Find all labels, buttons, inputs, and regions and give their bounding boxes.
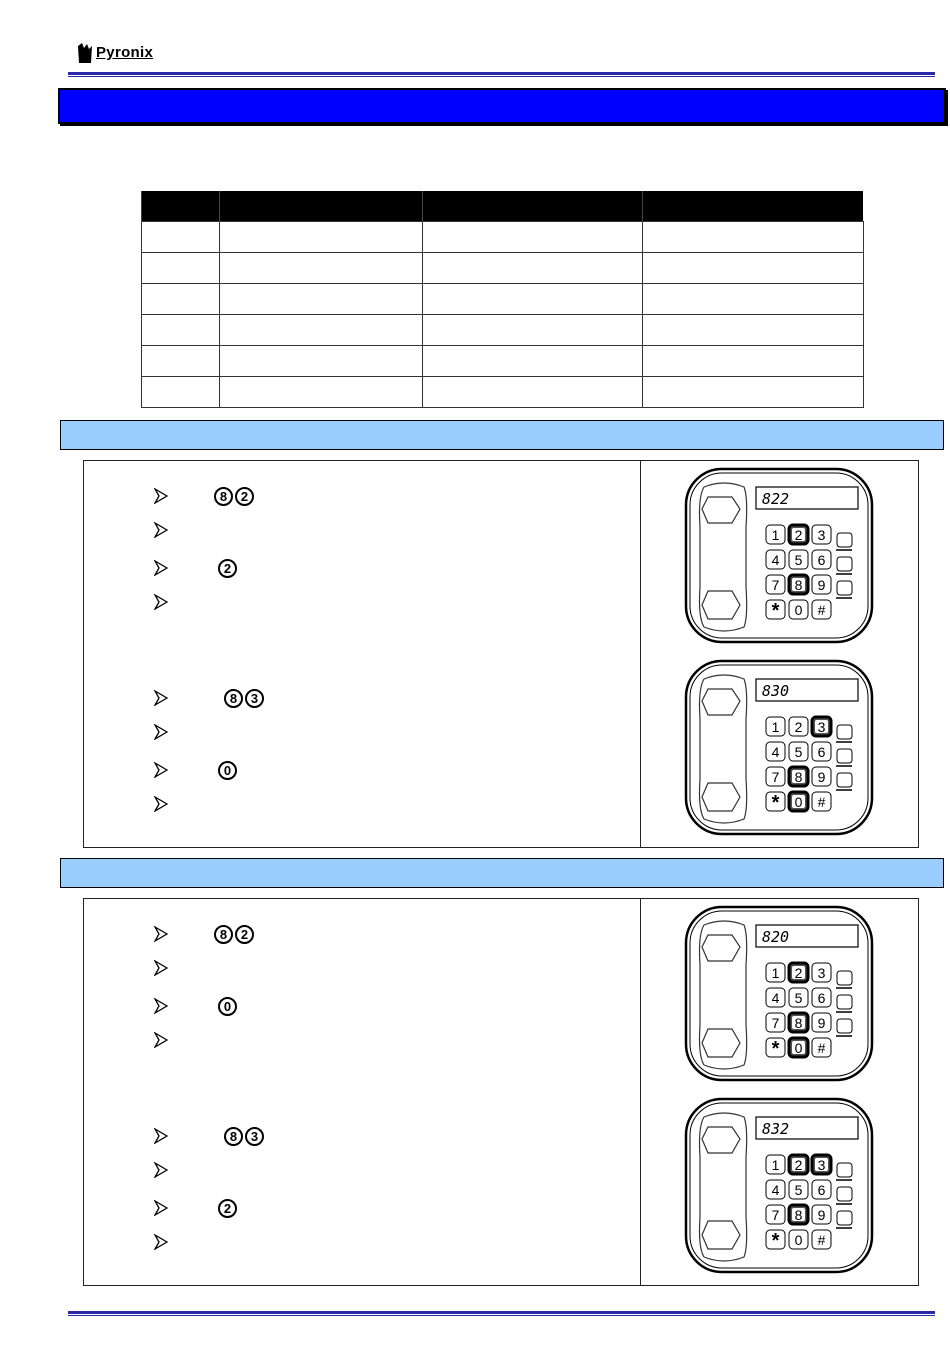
keypad-key-label: 7 bbox=[771, 1207, 780, 1223]
keypad-key-2[interactable] bbox=[789, 963, 808, 982]
keypad-key-0[interactable] bbox=[789, 1230, 808, 1249]
circled-key-3: 3 bbox=[245, 689, 264, 708]
arrow-bullet-icon bbox=[154, 960, 168, 976]
keypad-key-4[interactable] bbox=[766, 1180, 785, 1199]
table-header-row bbox=[142, 191, 864, 222]
table-cell bbox=[423, 253, 643, 284]
table-header-cell bbox=[423, 191, 643, 222]
table-cell bbox=[142, 284, 220, 315]
keypad-key-2[interactable] bbox=[789, 717, 808, 736]
table-cell bbox=[643, 222, 864, 253]
keypad-key-6[interactable] bbox=[812, 550, 831, 569]
table-cell bbox=[423, 222, 643, 253]
table-row bbox=[142, 346, 864, 377]
keypad-key-label: # bbox=[817, 1040, 826, 1056]
keypad-function-button[interactable] bbox=[837, 971, 852, 985]
keypad-key-5[interactable] bbox=[789, 988, 808, 1007]
keypad-display-text: 822 bbox=[762, 490, 790, 508]
keypad-key-label: 3 bbox=[817, 719, 826, 735]
arrow-bullet-icon bbox=[154, 1032, 168, 1048]
keypad-key-label: 2 bbox=[794, 1157, 803, 1173]
table-row bbox=[142, 253, 864, 284]
table-cell bbox=[423, 315, 643, 346]
keypad-function-button[interactable] bbox=[837, 1019, 852, 1033]
circled-key-2: 2 bbox=[235, 925, 254, 944]
key-sequence bbox=[218, 1199, 237, 1218]
circled-key-8: 8 bbox=[214, 925, 233, 944]
instruction-step bbox=[84, 1159, 634, 1181]
section-panel-1 bbox=[83, 460, 919, 848]
keypad-key-label: 3 bbox=[817, 1157, 826, 1173]
table-cell bbox=[220, 253, 423, 284]
keypad-key-6[interactable] bbox=[812, 988, 831, 1007]
arrow-bullet-icon bbox=[154, 1200, 168, 1216]
keypad-key-8[interactable] bbox=[789, 575, 808, 594]
keypad-key-label: 5 bbox=[794, 552, 803, 568]
keypad-function-button[interactable] bbox=[837, 725, 852, 739]
table-cell bbox=[643, 284, 864, 315]
instruction-step bbox=[84, 995, 634, 1017]
keypad-key-label: 0 bbox=[794, 794, 803, 810]
instruction-step bbox=[84, 721, 634, 743]
keypad-key-label: 4 bbox=[771, 552, 780, 568]
keypad-key-label: * bbox=[771, 792, 780, 814]
page-title-bar bbox=[58, 88, 946, 124]
instruction-step bbox=[84, 1197, 634, 1219]
keypad-key-label: 1 bbox=[771, 719, 780, 735]
keypad-key-1[interactable] bbox=[766, 525, 785, 544]
table-row bbox=[142, 284, 864, 315]
arrow-bullet-icon bbox=[154, 1128, 168, 1144]
pyronix-logo bbox=[76, 40, 166, 66]
keypad-key-label: 9 bbox=[817, 577, 826, 593]
instruction-step bbox=[84, 793, 634, 815]
key-sequence bbox=[218, 761, 237, 780]
keypad-key-5[interactable] bbox=[789, 742, 808, 761]
circled-key-0: 0 bbox=[218, 761, 237, 780]
keypad-key-7[interactable] bbox=[766, 767, 785, 786]
keypad-key-label: 1 bbox=[771, 1157, 780, 1173]
keypad-function-button[interactable] bbox=[837, 581, 852, 595]
table-cell bbox=[643, 253, 864, 284]
panel-divider bbox=[640, 899, 641, 1285]
keypad-function-button[interactable] bbox=[837, 557, 852, 571]
keypad-key-8[interactable] bbox=[789, 1205, 808, 1224]
arrow-bullet-icon bbox=[154, 998, 168, 1014]
keypad-key-label: # bbox=[817, 1232, 826, 1248]
keypad-key-label: 4 bbox=[771, 990, 780, 1006]
keypad-key-9[interactable] bbox=[812, 767, 831, 786]
keypad-key-label: 0 bbox=[794, 602, 803, 618]
table-cell bbox=[142, 222, 220, 253]
keypad-key-3[interactable] bbox=[812, 717, 831, 736]
instruction-step bbox=[84, 1125, 634, 1147]
keypad-key-7[interactable] bbox=[766, 1205, 785, 1224]
key-sequence bbox=[218, 997, 237, 1016]
keypad-key-label: 8 bbox=[794, 1207, 803, 1223]
keypad-key-label: 4 bbox=[771, 1182, 780, 1198]
table-cell bbox=[220, 315, 423, 346]
panel-divider bbox=[640, 461, 641, 847]
keypad-key-8[interactable] bbox=[789, 1013, 808, 1032]
keypad-key-label: # bbox=[817, 794, 826, 810]
keypad-key-label: 7 bbox=[771, 1015, 780, 1031]
keypad-key-label: 3 bbox=[817, 527, 826, 543]
table-header-cell bbox=[142, 191, 220, 222]
keypad-key-1[interactable] bbox=[766, 1155, 785, 1174]
keypad-key-2[interactable] bbox=[789, 525, 808, 544]
keypad-key-7[interactable] bbox=[766, 1013, 785, 1032]
arrow-bullet-icon bbox=[154, 488, 168, 504]
instruction-step bbox=[84, 591, 634, 613]
table-cell bbox=[423, 377, 643, 408]
keypad-key-label: 2 bbox=[794, 965, 803, 981]
table-cell bbox=[423, 284, 643, 315]
keypad-key-label: 1 bbox=[771, 527, 780, 543]
footer-rule-thin bbox=[68, 1315, 935, 1316]
keypad-key-6[interactable] bbox=[812, 742, 831, 761]
keypad-function-button[interactable] bbox=[837, 1211, 852, 1225]
arrow-bullet-icon bbox=[154, 594, 168, 610]
header-rule-thin bbox=[68, 76, 935, 77]
section-panel-2 bbox=[83, 898, 919, 1286]
keypad-key-8[interactable] bbox=[789, 767, 808, 786]
table-cell bbox=[220, 222, 423, 253]
keypad-key-label: * bbox=[771, 600, 780, 622]
table-cell bbox=[643, 377, 864, 408]
table-cell bbox=[423, 346, 643, 377]
keypad-key-5[interactable] bbox=[789, 1180, 808, 1199]
keypad-illustration bbox=[684, 1097, 874, 1274]
instruction-step bbox=[84, 557, 634, 579]
circled-key-8: 8 bbox=[224, 689, 243, 708]
keypad-key-label: 6 bbox=[817, 552, 826, 568]
section-bar-2 bbox=[60, 858, 944, 888]
circled-key-2: 2 bbox=[218, 559, 237, 578]
table-header-cell bbox=[220, 191, 423, 222]
instruction-step bbox=[84, 1029, 634, 1051]
keypad-key-7[interactable] bbox=[766, 575, 785, 594]
logo-text: Pyronix bbox=[96, 44, 154, 61]
footer-rule bbox=[68, 1311, 935, 1314]
keypad-key-9[interactable] bbox=[812, 1013, 831, 1032]
arrow-bullet-icon bbox=[154, 1234, 168, 1250]
keypad-key-label: 6 bbox=[817, 1182, 826, 1198]
keypad-key-label: # bbox=[817, 602, 826, 618]
keypad-key-label: 9 bbox=[817, 1015, 826, 1031]
keypad-key-star[interactable] bbox=[766, 600, 785, 622]
table-cell bbox=[220, 377, 423, 408]
keypad-key-1[interactable] bbox=[766, 963, 785, 982]
arrow-bullet-icon bbox=[154, 560, 168, 576]
keypad-key-3[interactable] bbox=[812, 963, 831, 982]
keypad-key-label: 6 bbox=[817, 744, 826, 760]
circled-key-2: 2 bbox=[235, 487, 254, 506]
flame-logo-icon bbox=[76, 42, 94, 64]
keypad-key-label: 5 bbox=[794, 744, 803, 760]
keypad-key-label: 2 bbox=[794, 719, 803, 735]
table-cell bbox=[220, 284, 423, 315]
keypad-illustration bbox=[684, 905, 874, 1082]
keypad-key-hash[interactable] bbox=[812, 1038, 831, 1057]
keypad-key-4[interactable] bbox=[766, 988, 785, 1007]
keypad-key-label: 0 bbox=[794, 1232, 803, 1248]
table-cell bbox=[142, 346, 220, 377]
section-bar-1 bbox=[60, 420, 944, 450]
key-sequence bbox=[224, 689, 264, 708]
keypad-display-text: 820 bbox=[762, 928, 790, 946]
keypad-display-text: 832 bbox=[762, 1120, 790, 1138]
table-cell bbox=[142, 377, 220, 408]
table-row bbox=[142, 315, 864, 346]
instruction-step bbox=[84, 759, 634, 781]
instruction-step bbox=[84, 1231, 634, 1253]
keypad-key-label: 2 bbox=[794, 527, 803, 543]
keypad-key-label: 9 bbox=[817, 1207, 826, 1223]
keypad-key-3[interactable] bbox=[812, 525, 831, 544]
arrow-bullet-icon bbox=[154, 926, 168, 942]
keypad-function-button[interactable] bbox=[837, 533, 852, 547]
keypad-key-0[interactable] bbox=[789, 600, 808, 619]
keypad-key-label: 7 bbox=[771, 577, 780, 593]
keypad-key-2[interactable] bbox=[789, 1155, 808, 1174]
keypad-key-hash[interactable] bbox=[812, 792, 831, 811]
keypad-key-label: 8 bbox=[794, 769, 803, 785]
keypad-display-text: 830 bbox=[762, 682, 790, 700]
keypad-key-label: * bbox=[771, 1038, 780, 1060]
keypad-key-label: * bbox=[771, 1230, 780, 1252]
table-cell bbox=[643, 346, 864, 377]
key-sequence bbox=[214, 925, 254, 944]
keypad-key-5[interactable] bbox=[789, 550, 808, 569]
circled-key-3: 3 bbox=[245, 1127, 264, 1146]
keypad-key-9[interactable] bbox=[812, 1205, 831, 1224]
table-row bbox=[142, 222, 864, 253]
table-cell bbox=[142, 315, 220, 346]
keypad-function-button[interactable] bbox=[837, 1163, 852, 1177]
keypad-key-label: 8 bbox=[794, 577, 803, 593]
keypad-key-9[interactable] bbox=[812, 575, 831, 594]
arrow-bullet-icon bbox=[154, 522, 168, 538]
keypad-key-label: 1 bbox=[771, 965, 780, 981]
keypad-function-button[interactable] bbox=[837, 995, 852, 1009]
keypad-function-button[interactable] bbox=[837, 1187, 852, 1201]
key-sequence bbox=[214, 487, 254, 506]
keypad-key-label: 6 bbox=[817, 990, 826, 1006]
keypad-key-label: 5 bbox=[794, 990, 803, 1006]
keypad-key-4[interactable] bbox=[766, 742, 785, 761]
keypad-key-label: 4 bbox=[771, 744, 780, 760]
arrow-bullet-icon bbox=[154, 1162, 168, 1178]
instruction-step bbox=[84, 923, 634, 945]
arrow-bullet-icon bbox=[154, 762, 168, 778]
circled-key-8: 8 bbox=[214, 487, 233, 506]
key-sequence bbox=[218, 559, 237, 578]
keypad-key-label: 5 bbox=[794, 1182, 803, 1198]
keypad-key-star[interactable] bbox=[766, 792, 785, 814]
table-row bbox=[142, 377, 864, 408]
keypad-key-label: 0 bbox=[794, 1040, 803, 1056]
key-sequence bbox=[224, 1127, 264, 1146]
keypad-function-button[interactable] bbox=[837, 773, 852, 787]
instruction-step bbox=[84, 957, 634, 979]
keypad-key-star[interactable] bbox=[766, 1038, 785, 1060]
arrow-bullet-icon bbox=[154, 724, 168, 740]
keypad-key-hash[interactable] bbox=[812, 1230, 831, 1249]
arrow-bullet-icon bbox=[154, 796, 168, 812]
instruction-step bbox=[84, 485, 634, 507]
circled-key-8: 8 bbox=[224, 1127, 243, 1146]
keypad-key-6[interactable] bbox=[812, 1180, 831, 1199]
circled-key-0: 0 bbox=[218, 997, 237, 1016]
keypad-key-label: 3 bbox=[817, 965, 826, 981]
keypad-key-3[interactable] bbox=[812, 1155, 831, 1174]
keypad-key-hash[interactable] bbox=[812, 600, 831, 619]
arrow-bullet-icon bbox=[154, 690, 168, 706]
keypad-key-4[interactable] bbox=[766, 550, 785, 569]
circled-key-2: 2 bbox=[218, 1199, 237, 1218]
options-table bbox=[141, 191, 864, 408]
keypad-illustration bbox=[684, 467, 874, 644]
header-rule bbox=[68, 72, 935, 75]
table-cell bbox=[142, 253, 220, 284]
keypad-key-label: 8 bbox=[794, 1015, 803, 1031]
keypad-key-label: 9 bbox=[817, 769, 826, 785]
keypad-key-star[interactable] bbox=[766, 1230, 785, 1252]
table-cell bbox=[220, 346, 423, 377]
keypad-key-0[interactable] bbox=[789, 1038, 808, 1057]
keypad-function-button[interactable] bbox=[837, 749, 852, 763]
table-header-cell bbox=[643, 191, 864, 222]
table-cell bbox=[643, 315, 864, 346]
instruction-step bbox=[84, 687, 634, 709]
keypad-illustration bbox=[684, 659, 874, 836]
keypad-key-0[interactable] bbox=[789, 792, 808, 811]
keypad-key-1[interactable] bbox=[766, 717, 785, 736]
instruction-step bbox=[84, 519, 634, 541]
keypad-key-label: 7 bbox=[771, 769, 780, 785]
